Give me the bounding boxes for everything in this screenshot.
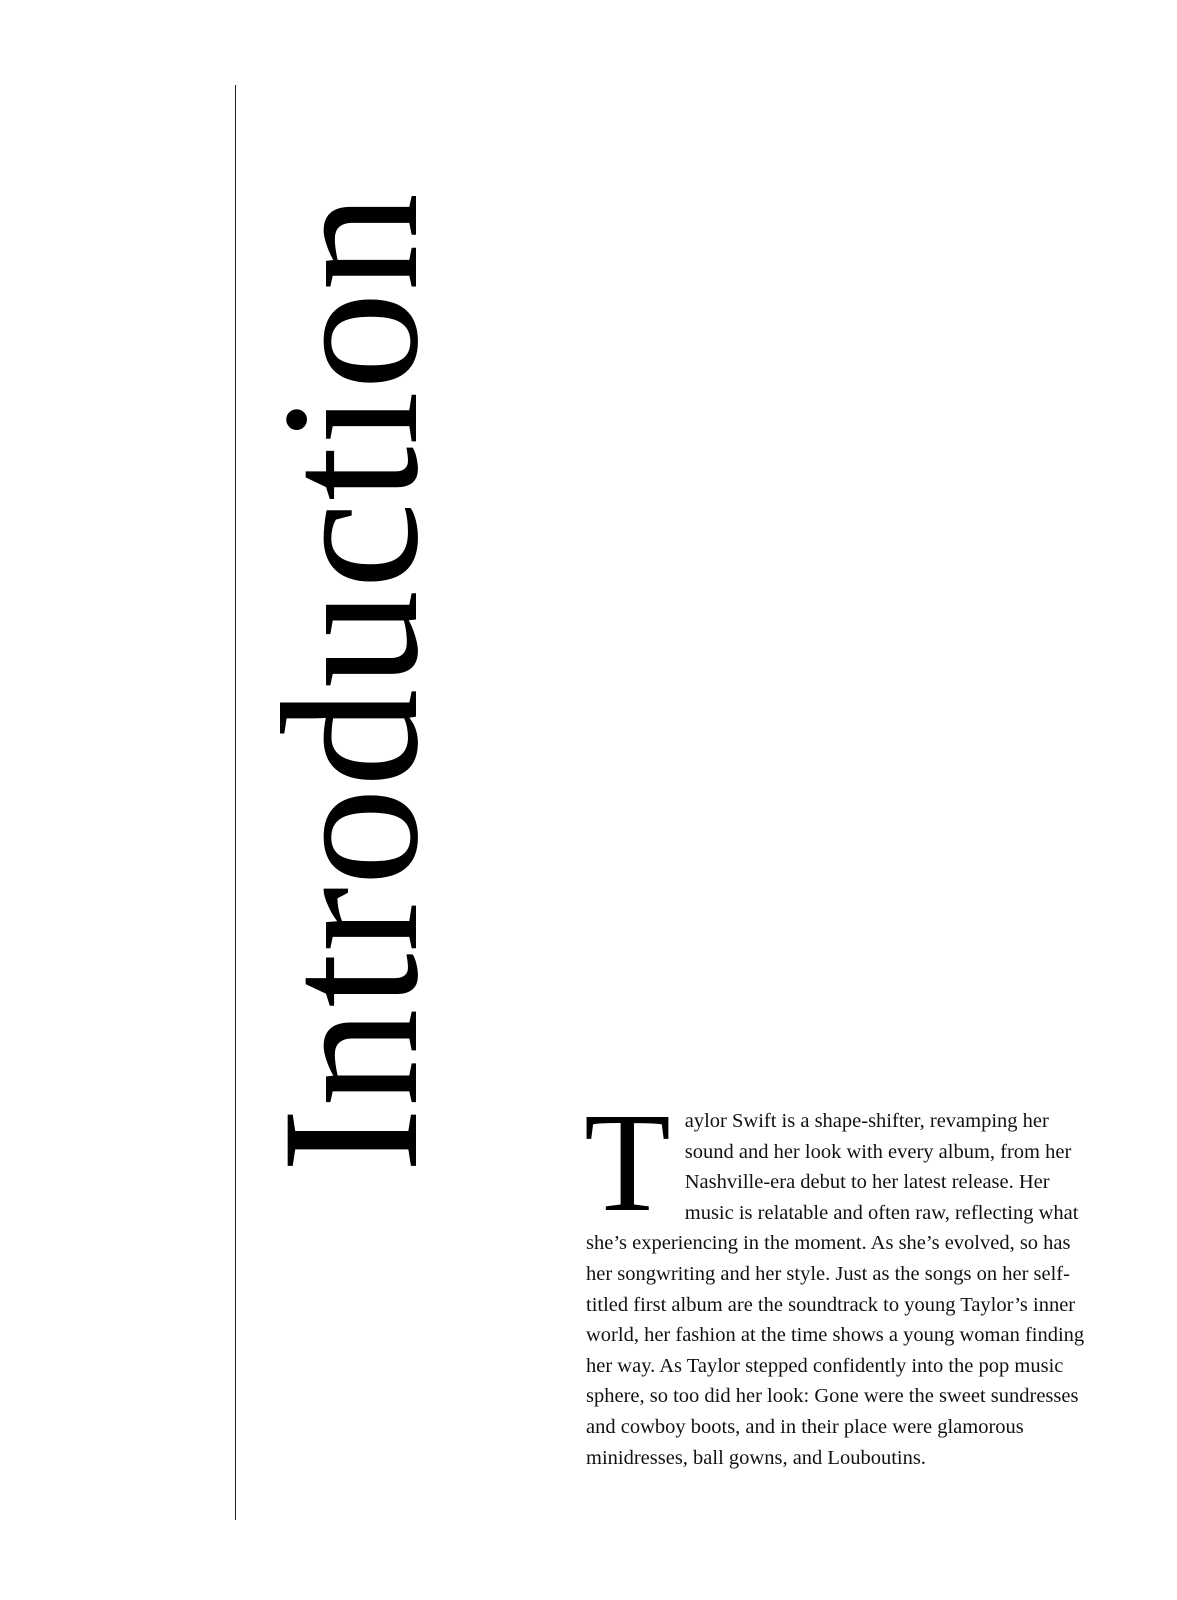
vertical-divider-rule <box>235 85 236 1520</box>
intro-paragraph-text: aylor Swift is a shape-shifter, revamping her sound and her look with every album, from her Nashville-era debut to her latest release. Her music is relatable and often raw, reflecting what she’s experiencing in the moment. As she’s evolved, so has her songwriting and her style. Just as the songs on her self-titled first album are the soundtrack to young Taylor’s inner world, her fashion at the time shows a young woman finding her way. As Taylor stepped confidently into the pop music sphere, so too did her look: Gone were the sweet sundresses and cowboy boots, and in their place were glamorous minidresses, ball gowns, and Louboutins. <box>586 1110 1085 1469</box>
title-container <box>242 85 459 1280</box>
drop-cap: T <box>584 1083 671 1241</box>
page-title: Introduction <box>242 192 459 1173</box>
intro-paragraph <box>584 1083 1091 1473</box>
